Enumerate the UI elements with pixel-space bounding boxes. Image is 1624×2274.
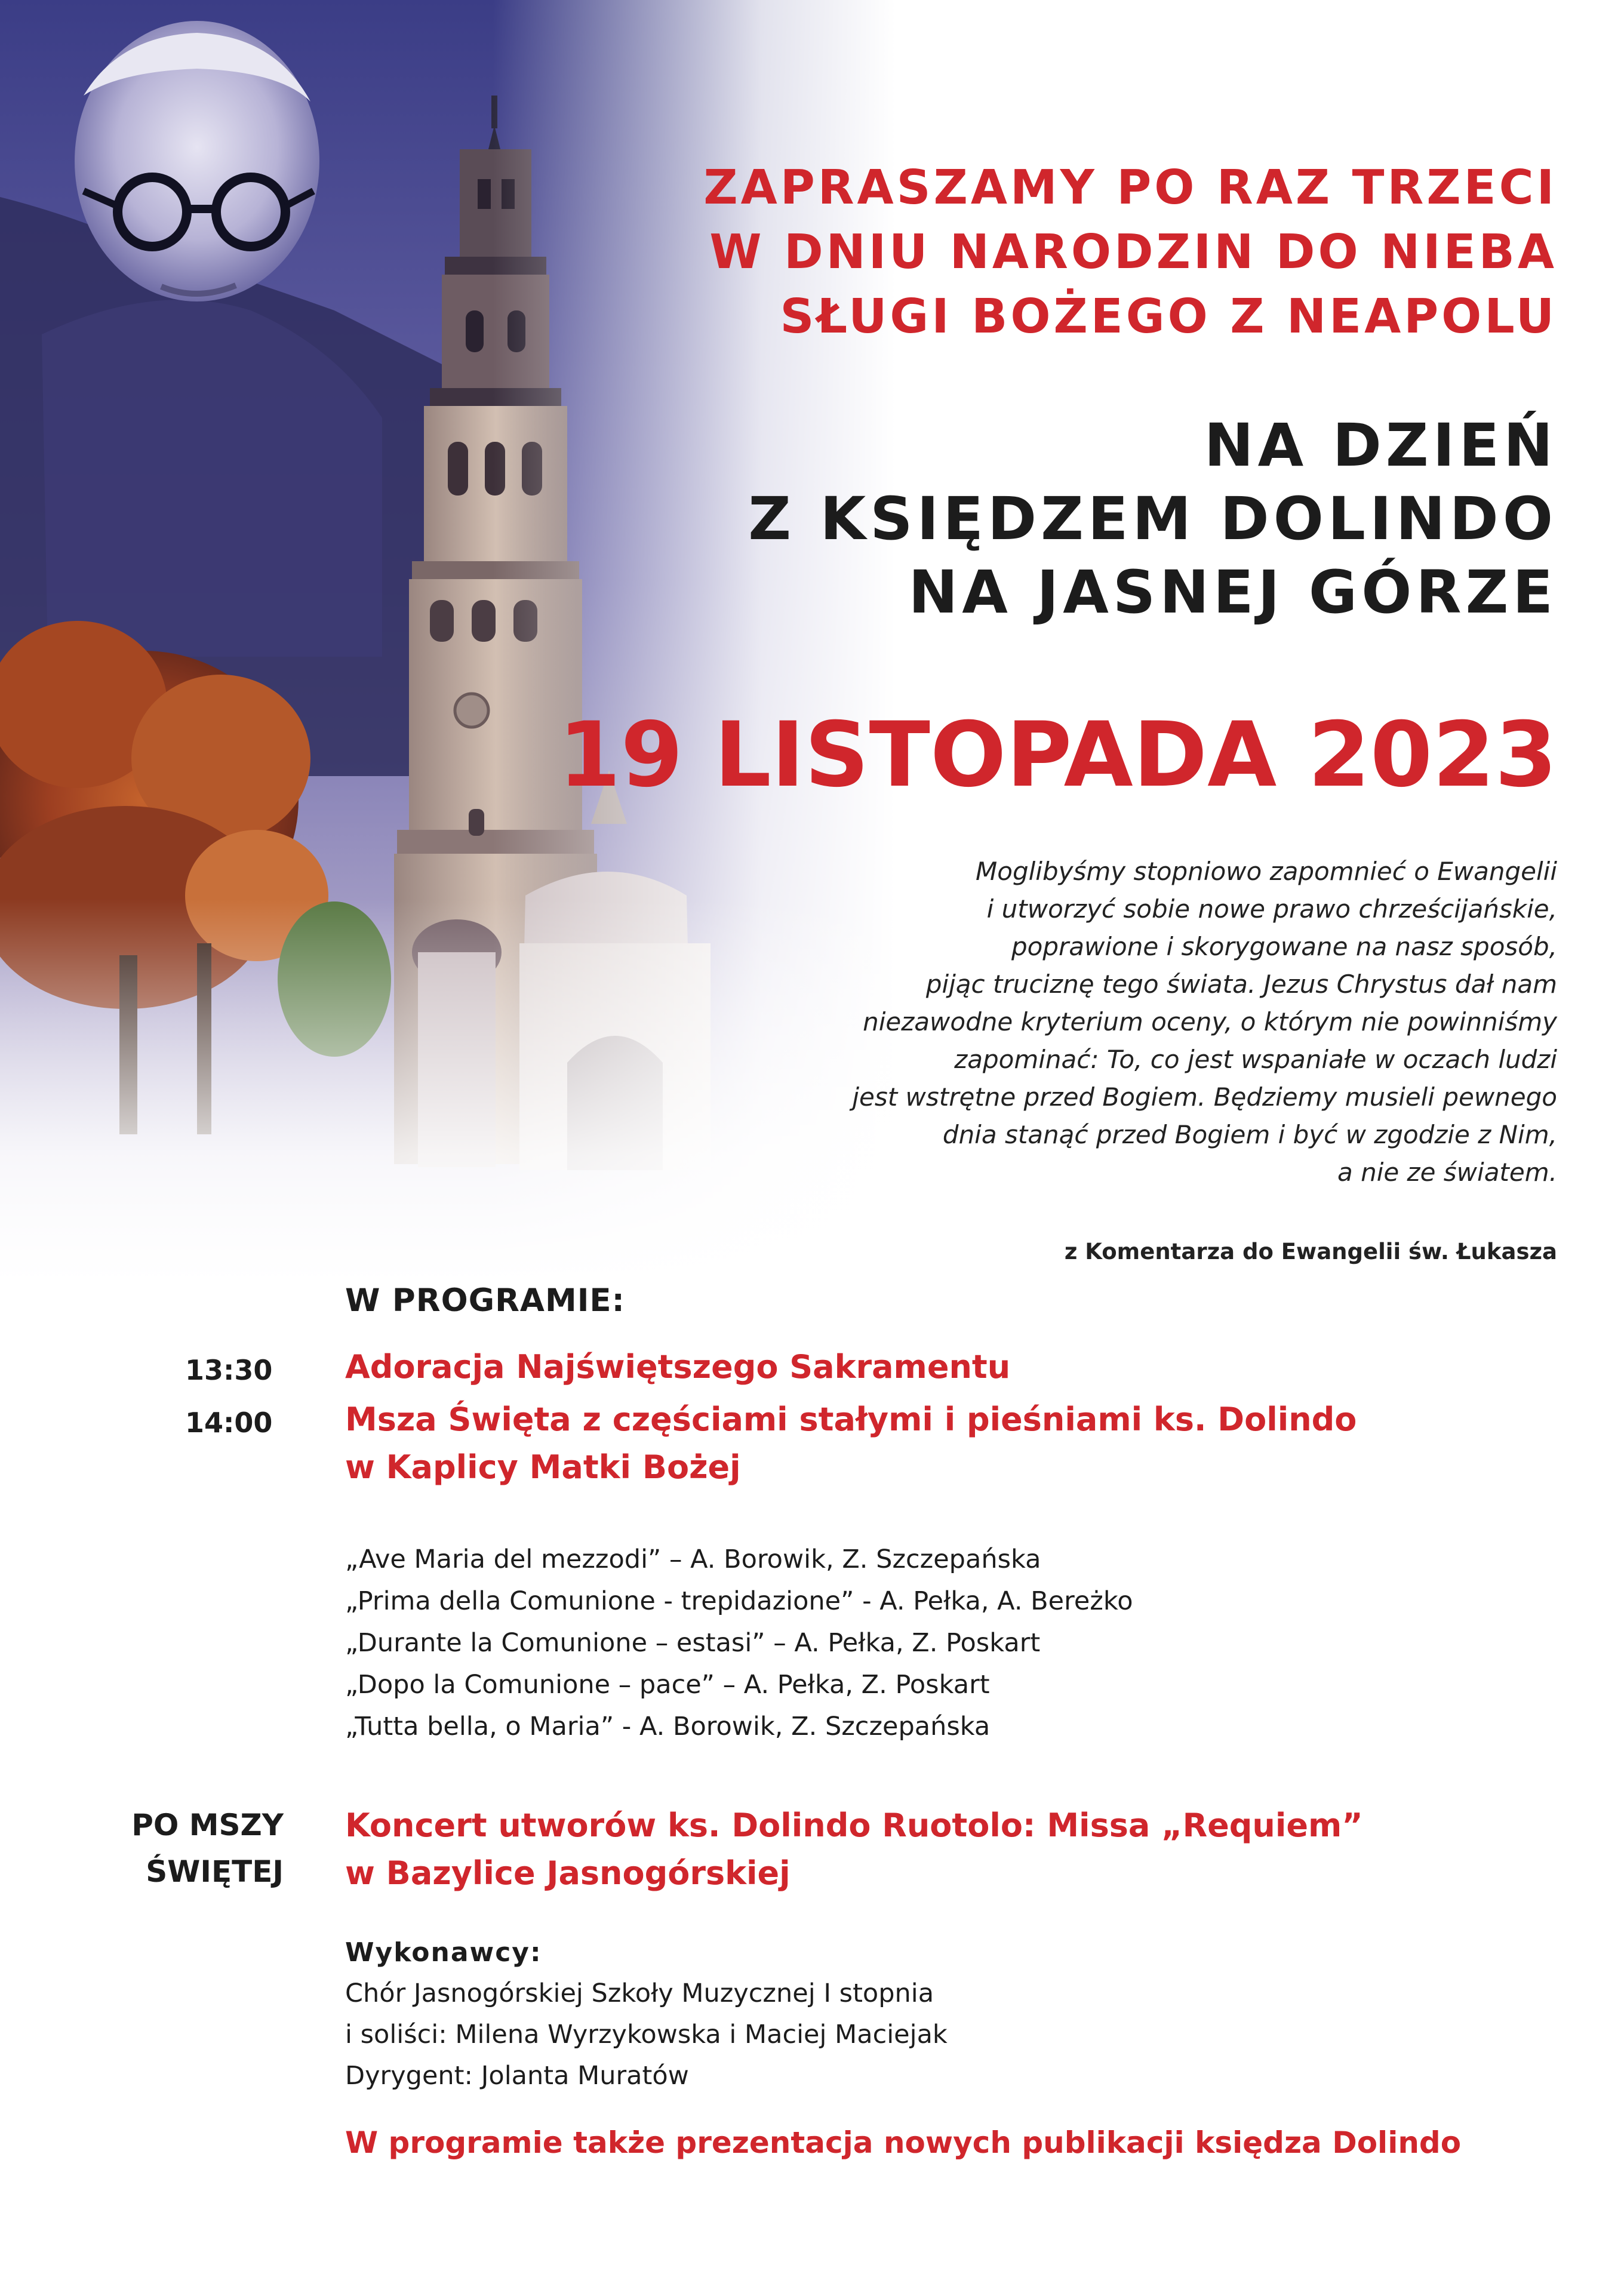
song-list (345, 1538, 1133, 1747)
after-mass-label-line: PO MSZY (131, 1808, 284, 1842)
performer-line: Dyrygent: Jolanta Muratów (345, 2061, 689, 2091)
quote-line: pijąc truciznę tego świata. Jezus Chrystus dał nam (925, 970, 1557, 999)
performer-line: Chór Jasnogórskiej Szkoły Muzycznej I stopnia (345, 1978, 934, 2008)
invitation-line: SŁUGI BOŻEGO Z NEAPOLU (780, 289, 1557, 344)
performers-heading: Wykonawcy: (345, 1937, 542, 1968)
quote-source: z Komentarza do Ewangelii św. Łukasza (1064, 1239, 1557, 1264)
concert-subtitle: w Bazylice Jasnogórskiej (345, 1854, 791, 1892)
invitation-line: ZAPRASZAMY PO RAZ TRZECI (703, 160, 1557, 215)
event-title-line: Z KSIĘDZEM DOLINDO (748, 485, 1557, 553)
event-title (602, 409, 1557, 629)
program-item-title: Msza Święta z częściami stałymi i pieśniami ks. Dolindo (345, 1401, 1357, 1438)
invitation-line: W DNIU NARODZIN DO NIEBA (709, 224, 1557, 279)
program-heading: W PROGRAMIE: (345, 1282, 625, 1319)
quote-line: jest wstrętne przed Bogiem. Będziemy musieli pewnego (852, 1082, 1557, 1112)
quote-line: a nie ze światem. (1337, 1158, 1557, 1187)
event-title-line: NA JASNEJ GÓRZE (908, 558, 1557, 627)
after-mass-label-line: ŚWIĘTEJ (146, 1854, 284, 1889)
quote-line: poprawione i skorygowane na nasz sposób, (1011, 932, 1557, 961)
performers-list (345, 1973, 948, 2097)
quote-line: i utworzyć sobie nowe prawo chrześcijańskie, (986, 894, 1557, 924)
quote-line: niezawodne kryterium oceny, o którym nie powinniśmy (863, 1007, 1557, 1036)
event-date: 19 LISTOPADA 2023 (558, 703, 1557, 807)
program-time: 14:00 (185, 1407, 273, 1439)
song-item: „Prima della Comunione - trepidazione” - A. Pełka, A. Bereżko (345, 1586, 1133, 1616)
song-item: „Ave Maria del mezzodi” – A. Borowik, Z. Szczepańska (345, 1544, 1041, 1574)
performer-line: i soliści: Milena Wyrzykowska i Maciej Maciejak (345, 2020, 948, 2050)
song-item: „Durante la Comunione – estasi” – A. Pełka, Z. Poskart (345, 1628, 1041, 1658)
after-mass-label (90, 1802, 284, 1895)
program-item-title: Adoracja Najświętszego Sakramentu (345, 1348, 1011, 1386)
quote-block (721, 853, 1557, 1191)
song-item: „Dopo la Comunione – pace” – A. Pełka, Z. Poskart (345, 1670, 990, 1700)
quote-line: Moglibyśmy stopniowo zapomnieć o Ewangelii (976, 857, 1557, 886)
quote-line: zapominać: To, co jest wspaniałe w oczach ludzi (954, 1045, 1557, 1074)
program-item-subtitle: w Kaplicy Matki Bożej (345, 1448, 741, 1486)
concert-title: Koncert utworów ks. Dolindo Ruotolo: Missa „Requiem” (345, 1807, 1363, 1844)
invitation-heading (602, 155, 1557, 349)
quote-line: dnia stanąć przed Bogiem i być w zgodzie z Nim, (942, 1120, 1557, 1149)
song-item: „Tutta bella, o Maria” - A. Borowik, Z. Szczepańska (345, 1712, 991, 1741)
event-title-line: NA DZIEŃ (1204, 411, 1557, 480)
footer-note: W programie także prezentacja nowych publikacji księdza Dolindo (345, 2125, 1462, 2160)
program-time: 13:30 (185, 1354, 273, 1386)
